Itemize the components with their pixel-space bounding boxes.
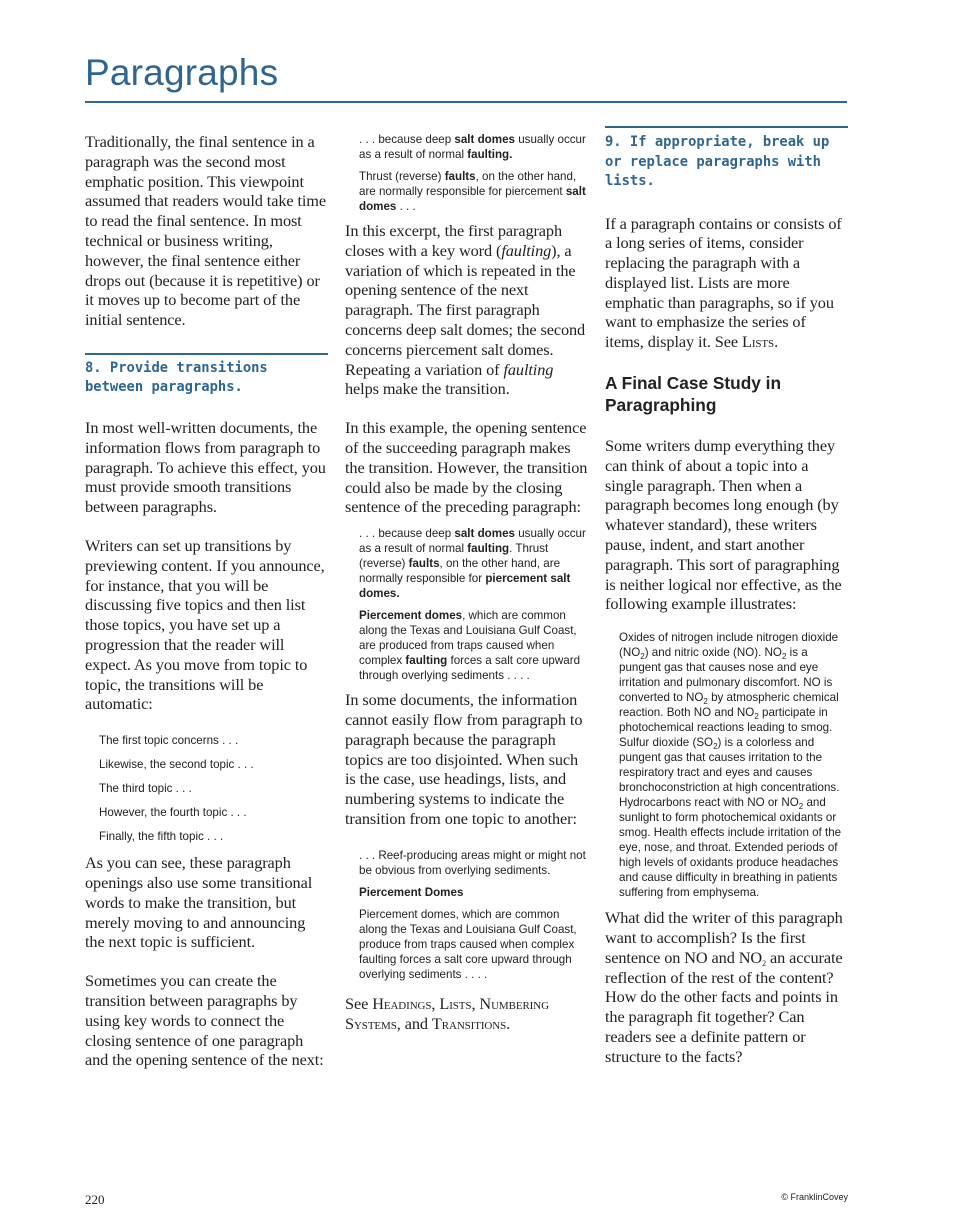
paragraph: In most well-written documents, the information flows from paragraph to paragraph. To achieve this effect, you must provide smooth transitions between paragraphs.: [85, 417, 326, 517]
topic-examples: [85, 733, 328, 844]
case-study-heading: A Final Case Study in Paragraphing: [605, 373, 782, 416]
column-2: [345, 132, 589, 1052]
topic-example: Finally, the fifth topic . . .: [99, 830, 224, 844]
paragraph: In this excerpt, the first paragraph closes with a key word (faulting), a variation of which is repeated in the opening sentence of the next paragraph. The first paragraph concerns deep salt domes; the second concerns piercement salt domes. Repeating a variation of faulting helps make the transition.: [345, 221, 586, 399]
paragraph: In some documents, the information cannot easily flow from paragraph to paragraph because the paragraph topics are too disjointed. When such is the case, use headings, lists, and numbering systems to indicate the transition from one topic to another:: [345, 690, 583, 828]
example-salt-domes: . . . because deep salt domes usually occur as a result of normal faulting.: [359, 133, 586, 161]
see-also: See Headings, Lists, Numbering Systems, and Transitions.: [345, 993, 549, 1033]
paragraph: As you can see, these paragraph openings also use some transitional words to make the transition, but merely moving to and announcing the next topic is sufficient.: [85, 853, 313, 952]
section-heading-8: 8. Provide transitions between paragraphs.: [85, 353, 328, 398]
paragraph: Traditionally, the final sentence in a paragraph was the second most emphatic position. This viewpoint assumed that readers would take time to read the final sentence. In most technical or business writing, however, the final sentence either drops out (because it is repetitive) or it moves up to become part of the initial sentence.: [85, 132, 326, 330]
paragraph: In this example, the opening sentence of the succeeding paragraph makes the transition. However, the transition could also be made by the closing sentence of the preceding paragraph:: [345, 418, 588, 517]
page-number: 220: [85, 1192, 105, 1207]
paragraph: Sometimes you can create the transition between paragraphs by using key words to connect the closing sentence of one paragraph and the opening sentence of the next:: [85, 971, 324, 1070]
example-heading: Piercement Domes: [359, 885, 464, 899]
section-heading-9: 9. If appropriate, break up or replace paragraphs with lists.: [605, 126, 848, 192]
copyright: © FranklinCovey: [781, 1192, 848, 1202]
page-title: Paragraphs: [85, 52, 279, 93]
example-piercement-domes: Piercement domes, which are common along the Texas and Louisiana Gulf Coast, are produced from traps caused when complex faulting forces a salt core upward through overlying sediments . . . .: [359, 609, 581, 683]
paragraph: What did the writer of this paragraph want to accomplish? Is the first sentence on NO and $NO_2$ an accurate reflection of the rest of the content? How do the other facts and points in the paragraph fit together? Can readers see a definite pattern or structure to the facts?: [605, 908, 843, 1066]
example-piercement-paragraph: Piercement domes, which are common along the Texas and Louisiana Gulf Coast, produce from traps caused when complex faulting forces a salt core upward through overlying sediments . . . .: [359, 907, 577, 981]
example-salt-domes-combined: . . . because deep salt domes usually occur as a result of normal faulting. Thrust (reverse) faults, on the other hand, are normally responsible for piercement salt domes.: [359, 527, 586, 601]
paragraph: Some writers dump everything they can think of about a topic into a single paragraph. Then when a paragraph becomes long enough (by whatever standard), these writers pause, indent, and start another paragraph. This sort of paragraphing is neither logical nor effective, as the following example illustrates:: [605, 436, 842, 614]
topic-example: However, the fourth topic . . .: [99, 806, 247, 820]
column-3: [605, 126, 848, 1086]
topic-example: The third topic . . .: [99, 782, 192, 796]
column-1: [85, 132, 328, 1089]
example-oxides: Oxides of nitrogen include nitrogen dioxide $(NO_2)$ and nitric oxide (NO). $NO_2$ is a pungent gas that causes nose and eye irritation and pulmonary discomfort. NO is converted to $NO_2$ by atmospheric chemical reaction. Both NO and $NO_2$ participate in photochemical reactions leading to smog. Sulfur dioxide $(SO_2)$ is a colorless and pungent gas that causes irritation to the respiratory tract and eyes and causes bronchoconstriction at high concentrations. Hydrocarbons react with NO or $NO_2$ and sunlight to form photochemical oxidants or smog. Health effects include irritation of the eye, nose, and throat. Extended periods of high levels of oxidants produce headaches and cause difficulty in breathing in patients suffering from emphysema.: [619, 631, 842, 900]
example-thrust-faults: Thrust (reverse) faults, on the other hand, are normally responsible for piercement salt domes . . .: [359, 170, 586, 213]
paragraph: Writers can set up transitions by previewing content. If you announce, for instance, that you will be discussing five topics and then list those topics, you have set up a progression that the reader will expect. As you move from topic to topic, the transitions will be automatic:: [85, 535, 325, 714]
paragraph: If a paragraph contains or consists of a long series of items, consider replacing the paragraph with a displayed list. Lists are more emphatic than paragraphs, so if you want to emphasize the series of items, display it. See Lists.: [605, 213, 842, 352]
topic-example: Likewise, the second topic . . .: [99, 758, 254, 772]
title-rule: [85, 101, 847, 103]
example-reef: . . . Reef-producing areas might or might not be obvious from overlying sediments.: [359, 848, 586, 877]
topic-example: The first topic concerns . . .: [99, 734, 239, 748]
